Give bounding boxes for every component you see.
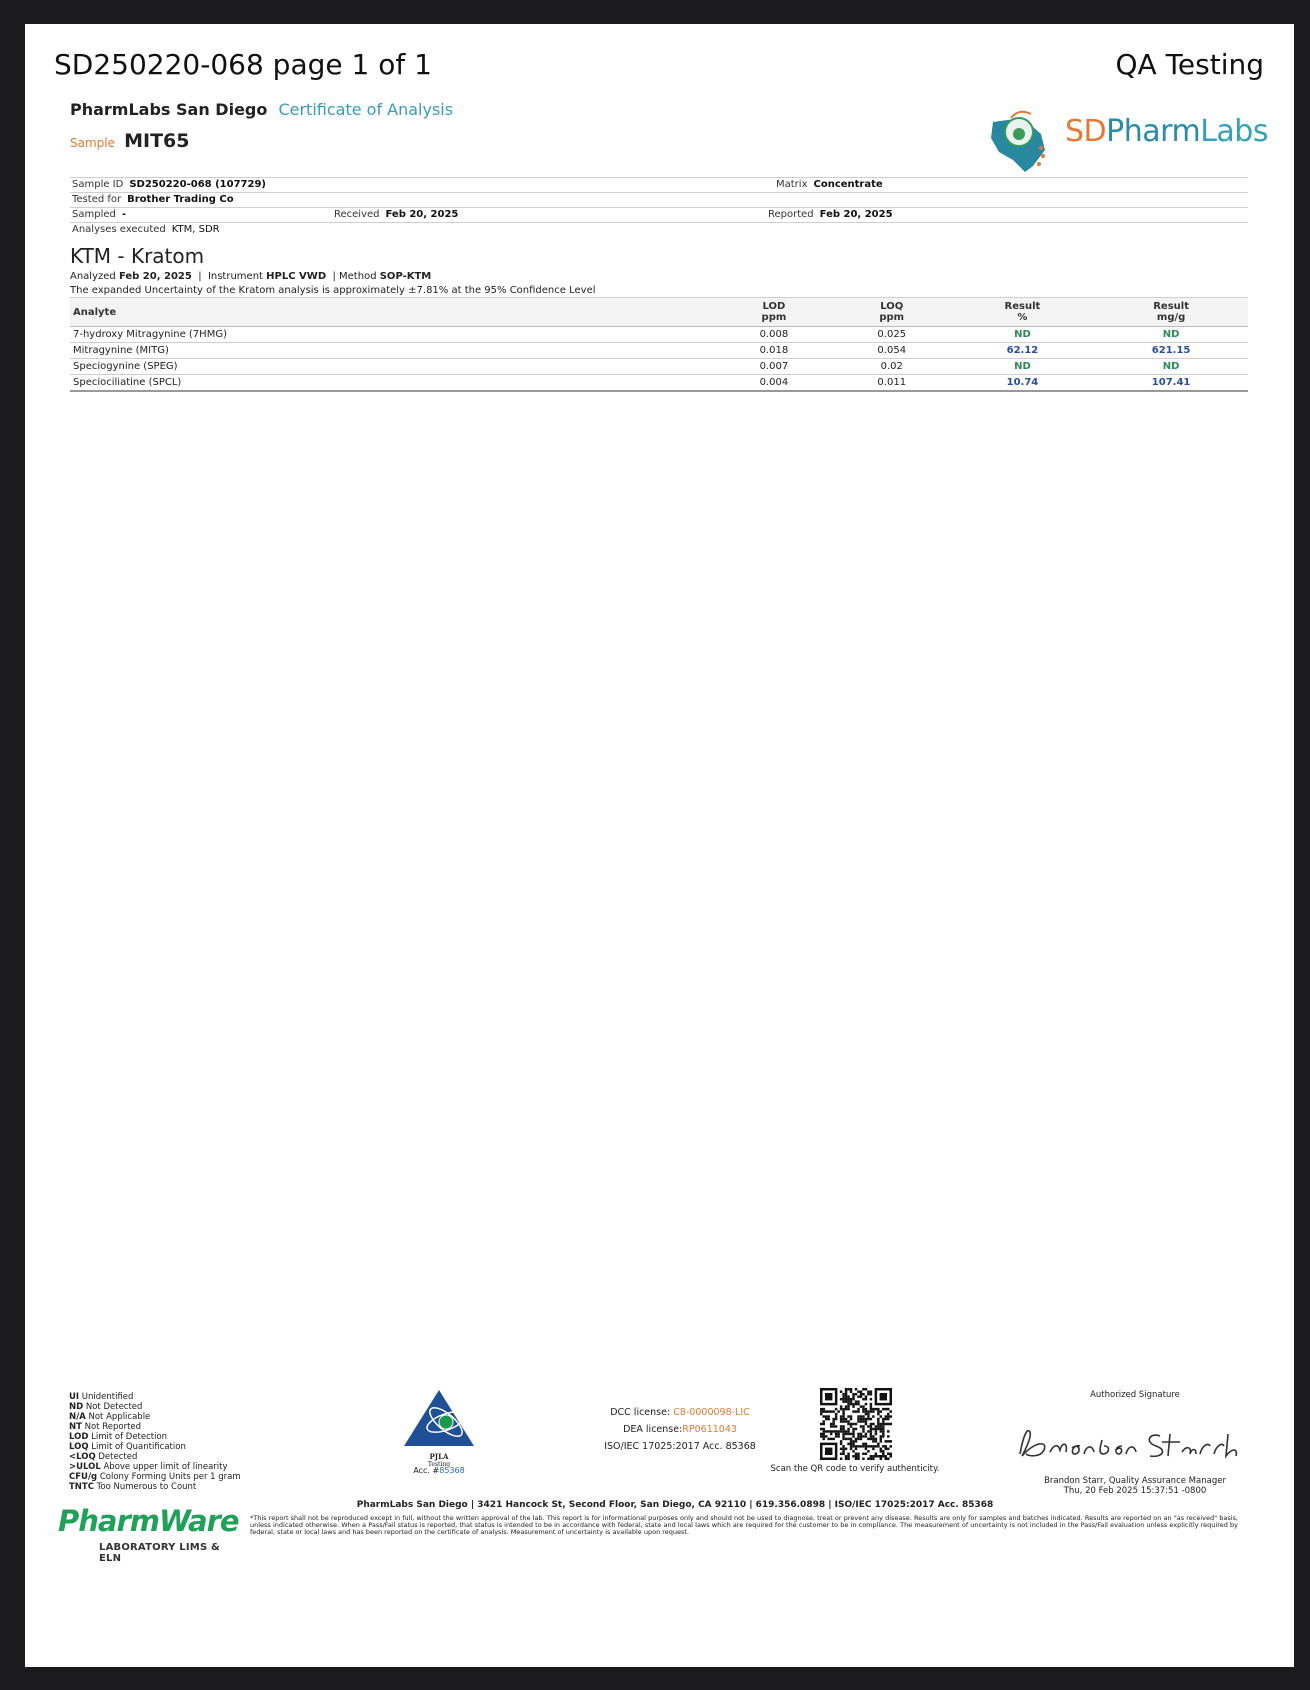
logo-wordmark: SDPharmLabs xyxy=(1065,114,1268,149)
pjla-accreditation-logo xyxy=(399,1388,479,1475)
pjla-accreditation: Acc. #85368 xyxy=(413,1466,465,1475)
signatory-name: Brandon Starr, Quality Assurance Manager xyxy=(1044,1476,1226,1486)
coa-label: Certificate of Analysis xyxy=(278,100,454,119)
analyzed-date: Feb 20, 2025 xyxy=(118,271,192,282)
result-mg-cell: 621.15 xyxy=(1094,343,1248,359)
tested-for-value: Brother Trading Co xyxy=(127,194,234,205)
lod-cell: 0.008 xyxy=(715,327,833,343)
legend-item: >ULOL Above upper limit of linearity xyxy=(69,1462,228,1472)
loq-cell: 0.02 xyxy=(833,359,951,375)
loq-cell: 0.054 xyxy=(833,343,951,359)
pharmware-logo: PharmWare LABORATORY LIMS & ELN xyxy=(58,1504,239,1564)
instrument-value: HPLC VWD xyxy=(266,271,327,282)
pjla-sub: Testing xyxy=(427,1461,451,1468)
analyses-value: KTM, SDR xyxy=(171,224,220,235)
legend-item: LOQ Limit of Quantification xyxy=(69,1442,186,1452)
info-row-analyses: Analyses executed KTM, SDR xyxy=(70,222,1248,237)
sample-id-value: SD250220-068 (107729) xyxy=(129,179,266,190)
legend-item: TNTC Too Numerous to Count xyxy=(69,1482,197,1492)
table-row xyxy=(70,359,1248,375)
svg-text:PJLA xyxy=(429,1449,449,1450)
signature-label: Authorized Signature xyxy=(1090,1390,1180,1400)
document-page xyxy=(25,24,1294,1667)
handwritten-signature xyxy=(1010,1412,1260,1472)
received-value: Feb 20, 2025 xyxy=(385,209,459,220)
abbreviation-legend xyxy=(69,1392,241,1492)
result-pct-cell: 10.74 xyxy=(951,375,1095,392)
iso-accreditation: ISO/IEC 17025:2017 Acc. 85368 xyxy=(604,1441,756,1452)
reported-value: Feb 20, 2025 xyxy=(819,209,893,220)
col-result-mg: Result mg/g xyxy=(1094,298,1248,327)
license-info xyxy=(580,1404,780,1455)
legend-item: ND Not Detected xyxy=(69,1402,143,1412)
legend-item: LOD Limit of Detection xyxy=(69,1432,168,1442)
qr-caption: Scan the QR code to verify authenticity. xyxy=(770,1464,940,1474)
pjla-name: PJLA xyxy=(429,1452,449,1461)
loq-cell: 0.025 xyxy=(833,327,951,343)
sample-heading xyxy=(70,130,189,152)
uncertainty-note: The expanded Uncertainty of the Kratom analysis is approximately ±7.81% at the 95% Confidence Level xyxy=(70,285,596,296)
ktm-analysis-meta: Analyzed Feb 20, 2025 | Instrument HPLC VWD | Method SOP-KTM xyxy=(70,271,432,282)
result-pct-cell: 62.12 xyxy=(951,343,1095,359)
legend-item: NT Not Reported xyxy=(69,1422,142,1432)
sampled-value: - xyxy=(121,209,126,220)
kratom-results-table xyxy=(70,297,1248,392)
legend-item: CFU/g Colony Forming Units per 1 gram xyxy=(69,1472,241,1482)
pjla-triangle-icon xyxy=(402,1388,476,1450)
lod-cell: 0.004 xyxy=(715,375,833,392)
legend-item: N/A Not Applicable xyxy=(69,1412,151,1422)
signature-date: Thu, 20 Feb 2025 15:37:51 -0800 xyxy=(1063,1486,1207,1496)
signatory xyxy=(1015,1476,1255,1496)
analyte-cell: 7-hydroxy Mitragynine (7HMG) xyxy=(70,327,715,343)
method-value: SOP-KTM xyxy=(379,271,432,282)
loq-cell: 0.011 xyxy=(833,375,951,392)
info-row-sample-id: Sample ID SD250220-068 (107729) Matrix Concentrate xyxy=(70,177,1248,192)
ktm-section-title: KTM - Kratom xyxy=(70,244,205,268)
matrix-value: Concentrate xyxy=(813,179,883,190)
legend-item: UI Unidentified xyxy=(69,1392,134,1402)
analyte-cell: Mitragynine (MITG) xyxy=(70,343,715,359)
table-row xyxy=(70,343,1248,359)
analyte-cell: Speciogynine (SPEG) xyxy=(70,359,715,375)
info-row-dates: Sampled - Received Feb 20, 2025 Reported Feb 20, 2025 xyxy=(70,207,1248,222)
analyte-cell: Speciociliatine (SPCL) xyxy=(70,375,715,392)
result-mg-cell: ND xyxy=(1094,327,1248,343)
lab-name: PharmLabs San Diego xyxy=(70,100,268,119)
col-loq: LOQ ppm xyxy=(833,298,951,327)
sample-info xyxy=(70,177,1248,237)
col-result-pct: Result % xyxy=(951,298,1095,327)
qr-code-icon[interactable] xyxy=(820,1388,892,1460)
table-row xyxy=(70,375,1248,392)
table-header-row xyxy=(70,298,1248,327)
result-mg-cell: 107.41 xyxy=(1094,375,1248,392)
table-row xyxy=(70,327,1248,343)
dcc-license: DCC license: C8-0000098-LIC xyxy=(610,1407,750,1418)
lod-cell: 0.018 xyxy=(715,343,833,359)
footer-disclaimer: *This report shall not be reproduced except in full, without the written approval of the lab. This report is for informational purposes only and should not be used to diagnose, treat or prevent any disease. Results are only for samples and batches indicated. Results are reported on an "as received" basis, unless indicated otherwise. When a Pass/Fail status is reported, that status is intended to be in accordance with federal, state and local laws which are required for the customer to be in compliance. The measurement of uncertainty is not included in the Pass/Fail evaluation unless explicitly required by federal, state or local laws and has been reported on the certificate of analysis. Measurement of uncertainty is available upon request. xyxy=(250,1514,1238,1536)
info-row-tested-for: Tested for Brother Trading Co xyxy=(70,192,1248,207)
col-analyte: Analyte xyxy=(70,298,715,327)
legend-item: <LOQ Detected xyxy=(69,1452,138,1462)
result-pct-cell: ND xyxy=(951,327,1095,343)
col-lod: LOD ppm xyxy=(715,298,833,327)
lod-cell: 0.007 xyxy=(715,359,833,375)
result-pct-cell: ND xyxy=(951,359,1095,375)
california-map-icon xyxy=(983,100,1073,180)
footer-address: PharmLabs San Diego | 3421 Hancock St, Second Floor, San Diego, CA 92110 | 619.356.0898 | ISO/IEC 17025:2017 Acc. 85368 xyxy=(356,1500,994,1510)
sample-label: Sample xyxy=(70,136,115,150)
sample-value: MIT65 xyxy=(124,130,190,152)
document-title: SD250220-068 page 1 of 1 xyxy=(54,48,432,81)
dea-license: DEA license:RP0611043 xyxy=(623,1424,737,1435)
qa-testing-title: QA Testing xyxy=(1115,48,1264,81)
result-mg-cell: ND xyxy=(1094,359,1248,375)
lab-heading xyxy=(70,100,453,119)
